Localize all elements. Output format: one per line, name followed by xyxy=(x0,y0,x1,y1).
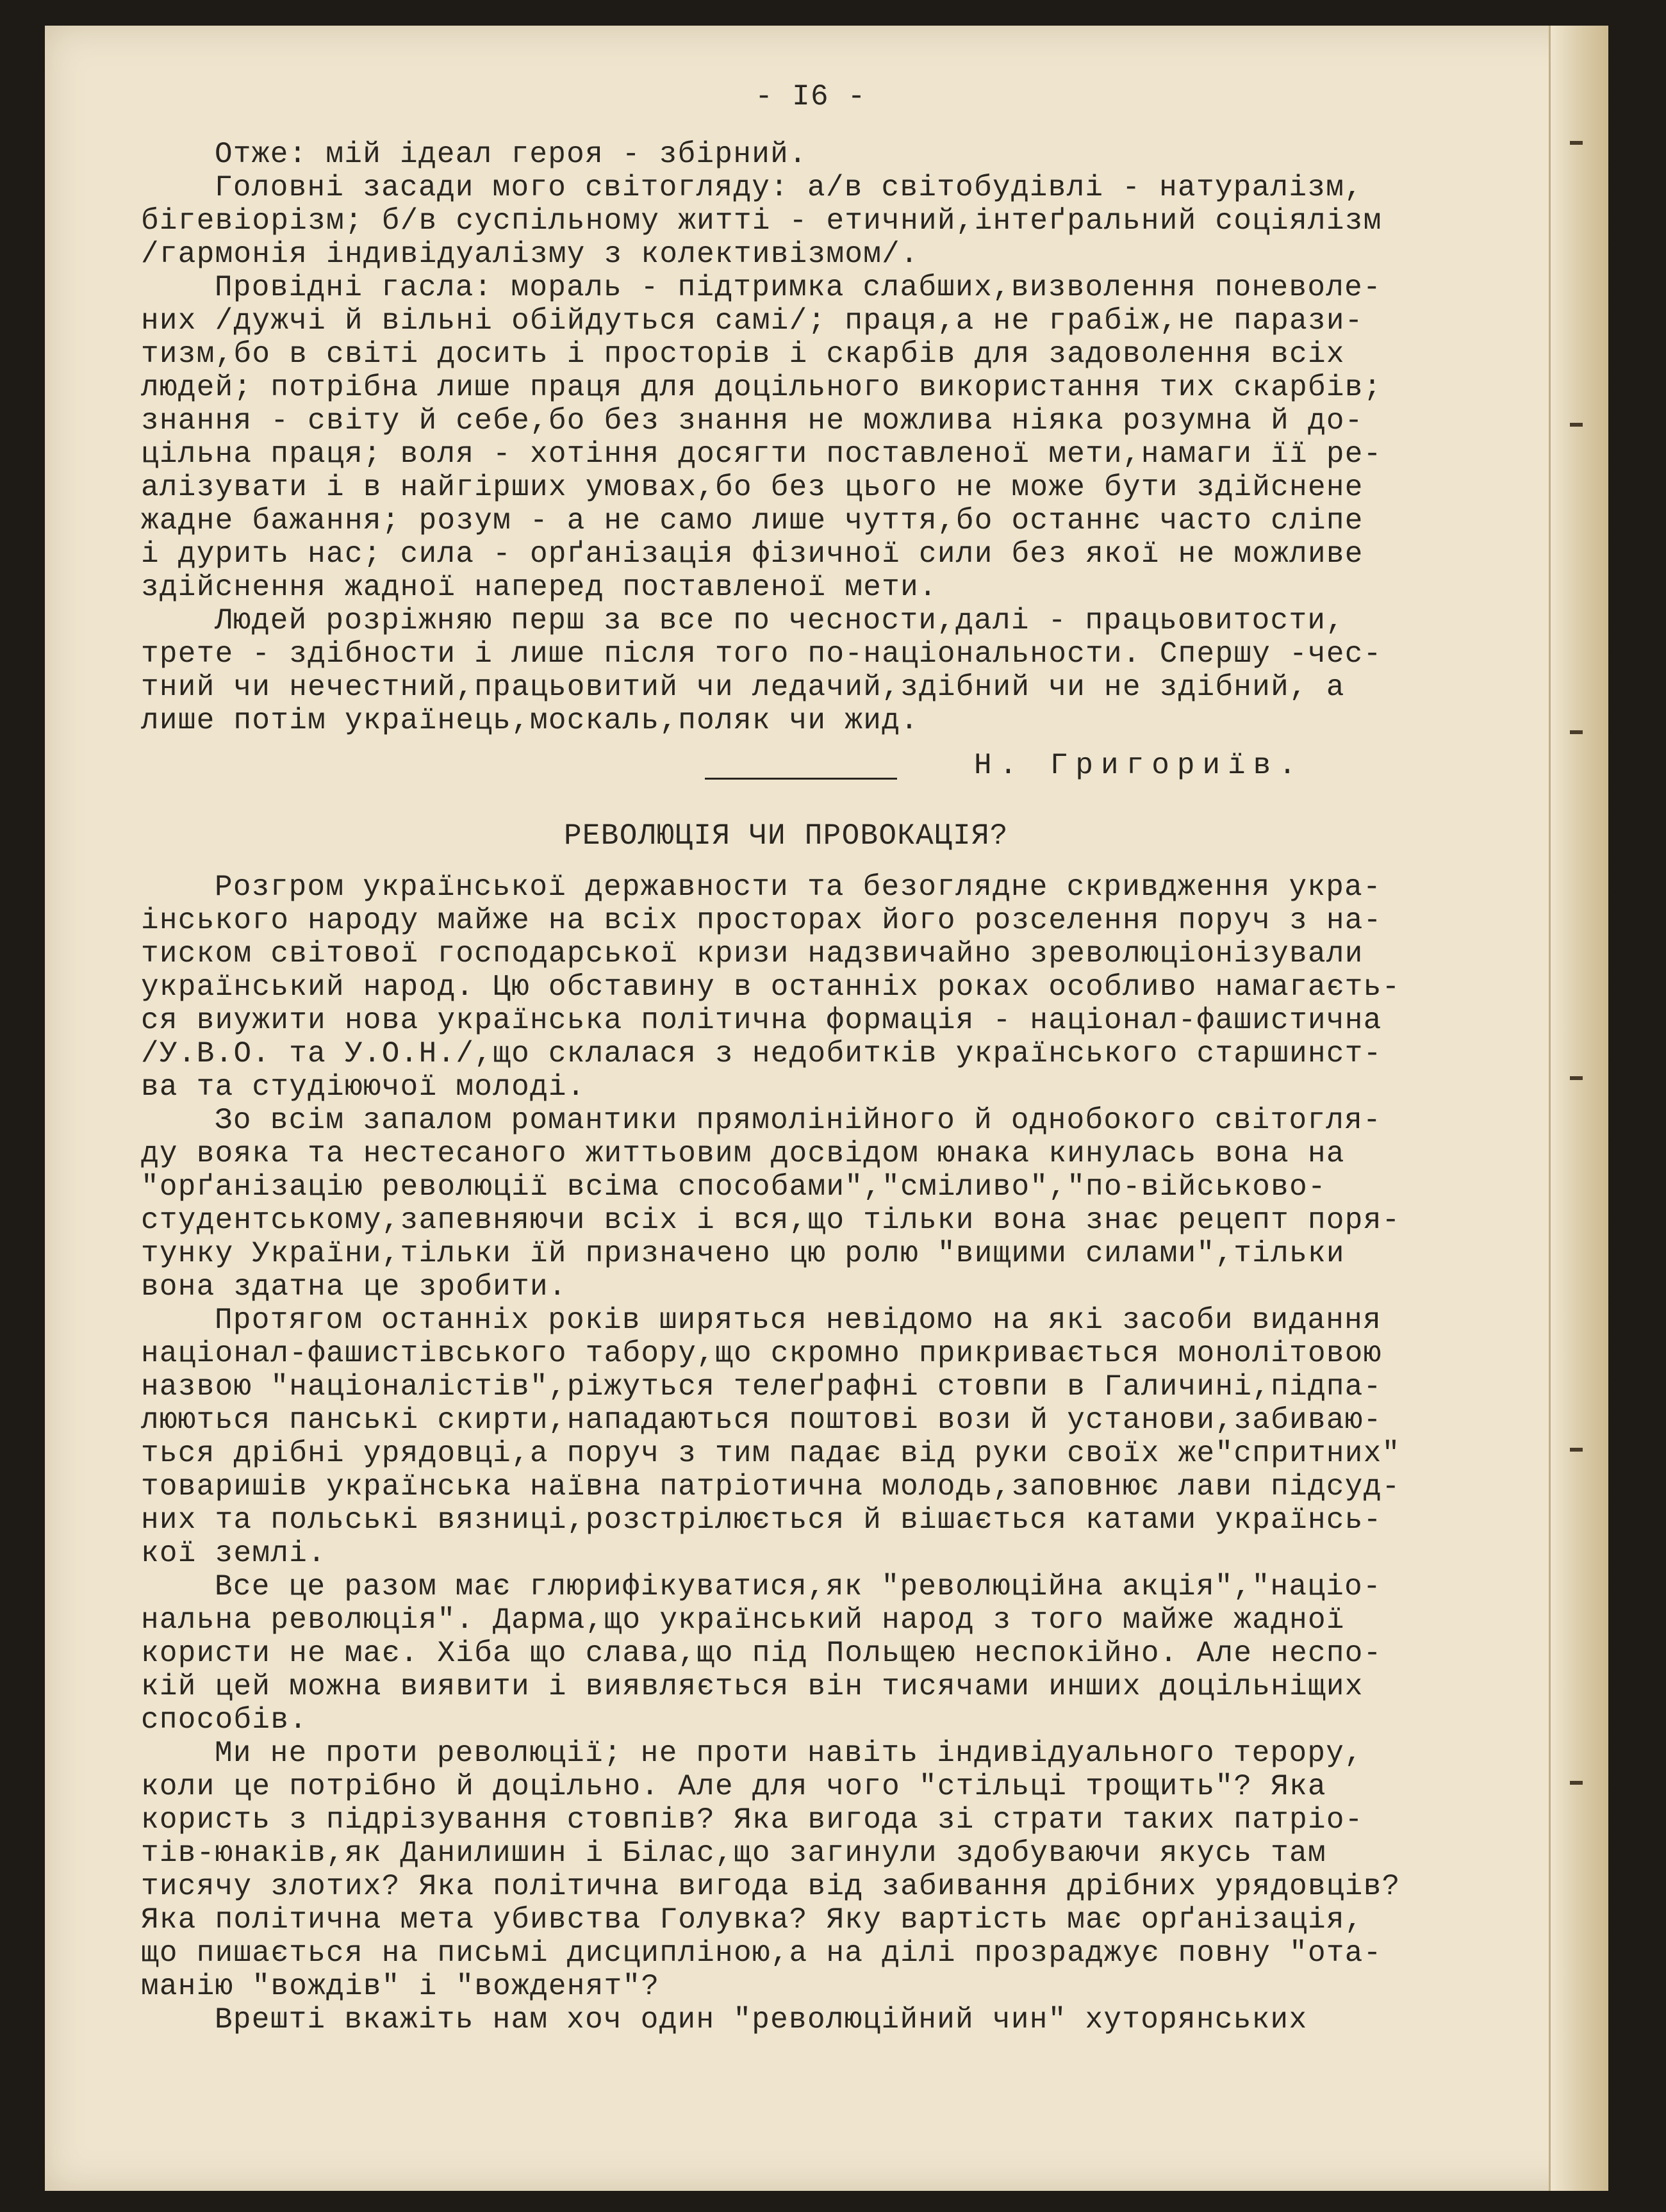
paragraph xyxy=(141,171,1480,271)
page-number: - I6 - xyxy=(755,80,866,113)
text-line: український народ. Цю обставину в останніх роках особливо намагаєть- xyxy=(141,971,1401,1004)
text-line: Провідні гасла: мораль - підтримка слабших,визволення поневоле- xyxy=(215,271,1381,304)
text-line: товаришів українська наївна патріотична молодь,заповнює лави підсуд- xyxy=(141,1470,1401,1503)
text-line: них та польські вязниці,розстрілюється й вішається катами українсь- xyxy=(141,1503,1382,1537)
text-line: люються панські скирти,нападаються поштові вози й установи,забиваю- xyxy=(141,1404,1382,1437)
text-line: Отже: мій ідеал героя - збірний. xyxy=(215,138,807,171)
text-line: людей; потрібна лише праця для доцільного використання тих скарбів; xyxy=(141,371,1382,404)
text-line: ва та студіюючої молоді. xyxy=(141,1070,586,1104)
text-line: тисячу злотих? Яка політична вигода від забивання дрібних урядовців? xyxy=(141,1870,1401,1903)
text-line: ся виужити нова українська політична формація - націонал-фашистична xyxy=(141,1004,1382,1037)
text-line: користи не має. Хіба що слава,що під Польщею неспокійно. Але неспо- xyxy=(141,1637,1382,1670)
text-line: нальна революція". Дарма,що український народ з того майже жадної xyxy=(141,1603,1345,1637)
text-line: Ми не проти революції; не проти навіть індивідуального терору, xyxy=(215,1737,1364,1770)
page-binding-edge xyxy=(1549,26,1608,2191)
text-line: кій цей можна виявити і виявляється він тисячами инших доцільніщих xyxy=(141,1670,1364,1703)
text-line: Розгром української державности та безоглядне скривдження укра- xyxy=(215,871,1381,904)
binding-marks xyxy=(1570,26,1589,2191)
text-line: Людей розріжняю перш за все по чесности,далі - працьовитости, xyxy=(215,604,1345,637)
article-title: РЕВОЛЮЦІЯ ЧИ ПРОВОКАЦІЯ? xyxy=(564,819,1009,853)
text-line: ться дрібні урядовці,а поруч з тим падає від руки своїх же"спритних" xyxy=(141,1437,1401,1470)
paragraph xyxy=(141,2003,1480,2036)
signature-rule xyxy=(705,778,897,780)
text-line: знання - світу й себе,бо без знання не можлива ніяка розумна й до- xyxy=(141,404,1364,438)
text-line: бігевіорізм; б/в суспільному житті - етичний,інтеґральний соціялізм xyxy=(141,204,1382,238)
text-line: Зо всім запалом романтики прямолінійного й однобокого світогля- xyxy=(215,1104,1381,1137)
binding-mark xyxy=(1570,423,1583,427)
text-line: тунку України,тільки їй призначено цю ролю "вищими силами",тільки xyxy=(141,1237,1345,1270)
text-line: цільна праця; воля - хотіння досягти поставленої мети,намаги її ре- xyxy=(141,438,1382,471)
text-line: способів. xyxy=(141,1703,308,1737)
text-line: тів-юнаків,як Данилишин і Білас,що загинули здобуваючи якусь там xyxy=(141,1837,1326,1870)
text-line: /гармонія індивідуалізму з колективізмом/. xyxy=(141,238,919,271)
paragraph xyxy=(141,871,1480,1104)
paragraph xyxy=(141,1104,1480,1304)
text-line: Врешті вкажіть нам хоч один "революційний чин" хуторянських xyxy=(215,2003,1308,2036)
text-line: інського народу майже на всіх просторах його розселення поруч з на- xyxy=(141,904,1382,937)
text-line: них /дужчі й вільні обійдуться самі/; праця,а не грабіж,не парази- xyxy=(141,304,1364,338)
paragraph xyxy=(141,271,1480,604)
paragraph xyxy=(141,1570,1480,1737)
paragraph xyxy=(141,1737,1480,2003)
typewritten-text xyxy=(141,80,1480,2036)
text-line: лише потім українець,москаль,поляк чи жид. xyxy=(141,704,919,737)
text-line: коли це потрібно й доцільно. Але для чого "стільці трощить"? Яка xyxy=(141,1770,1326,1803)
text-line: тний чи нечестний,працьовитий чи ледачий,здібний чи не здібний, а xyxy=(141,671,1345,704)
paragraph xyxy=(141,1304,1480,1570)
binding-mark xyxy=(1570,1448,1583,1452)
author-signature: Н. Григориїв. xyxy=(974,749,1304,782)
text-line: і дурить нас; сила - орґанізація фізичної сили без якої не можливе xyxy=(141,537,1364,571)
text-line: тиском світової господарської кризи надзвичайно зреволюціонізували xyxy=(141,937,1364,971)
text-line: /У.В.О. та У.О.Н./,що склалася з недобитків українського старшинст- xyxy=(141,1037,1382,1070)
text-line: здійснення жадної наперед поставленої мети. xyxy=(141,571,937,604)
text-line: Все це разом має глюрифікуватися,як "революційна акція","націо- xyxy=(215,1570,1381,1603)
binding-mark xyxy=(1570,1781,1583,1785)
text-line: манію "вождів" і "вожденят"? xyxy=(141,1970,660,2003)
text-line: алізувати і в найгірших умовах,бо без цього не може бути здійснене xyxy=(141,471,1364,504)
text-line: тизм,бо в світі досить і просторів і скарбів для задоволення всіх xyxy=(141,338,1345,371)
section-1-body xyxy=(141,138,1480,737)
text-line: студентському,запевняючи всіх і вся,що тільки вона знає рецепт поря- xyxy=(141,1204,1401,1237)
text-line: націонал-фашистівського табору,що скромно прикривається монолітовою xyxy=(141,1337,1382,1370)
text-line: Головні засади мого світогляду: а/в світобудівлі - натуралізм, xyxy=(215,171,1364,204)
text-line: жадне бажання; розум - а не само лише чуття,бо останнє часто сліпе xyxy=(141,504,1364,537)
binding-mark xyxy=(1570,1076,1583,1080)
paragraph xyxy=(141,604,1480,737)
paragraph xyxy=(141,138,1480,171)
text-line: "орґанізацію революції всіма способами","сміливо","по-військово- xyxy=(141,1170,1326,1204)
signature-row xyxy=(141,749,1480,787)
text-line: назвою "націоналістів",ріжуться телеґрафні стовпи в Галичині,підпа- xyxy=(141,1370,1382,1404)
text-line: ду вояка та нестесаного життьовим досвідом юнака кинулась вона на xyxy=(141,1137,1345,1170)
text-line: Протягом останніх років ширяться невідомо на які засоби видання xyxy=(215,1304,1381,1337)
text-line: користь з підрізування стовпів? Яка вигода зі страти таких патріо- xyxy=(141,1803,1364,1837)
binding-mark xyxy=(1570,141,1583,145)
article-body xyxy=(141,871,1480,2036)
text-line: Яка політична мета убивства Голувка? Яку вартість має орґанізація, xyxy=(141,1903,1364,1937)
text-line: кої землі. xyxy=(141,1537,327,1570)
text-line: що пишається на письмі дисципліною,а на ділі прозраджує повну "ота- xyxy=(141,1937,1382,1970)
binding-mark xyxy=(1570,730,1583,734)
text-line: вона здатна це зробити. xyxy=(141,1270,567,1304)
text-line: трете - здібности і лише після того по-національности. Спершу -чес- xyxy=(141,637,1382,671)
